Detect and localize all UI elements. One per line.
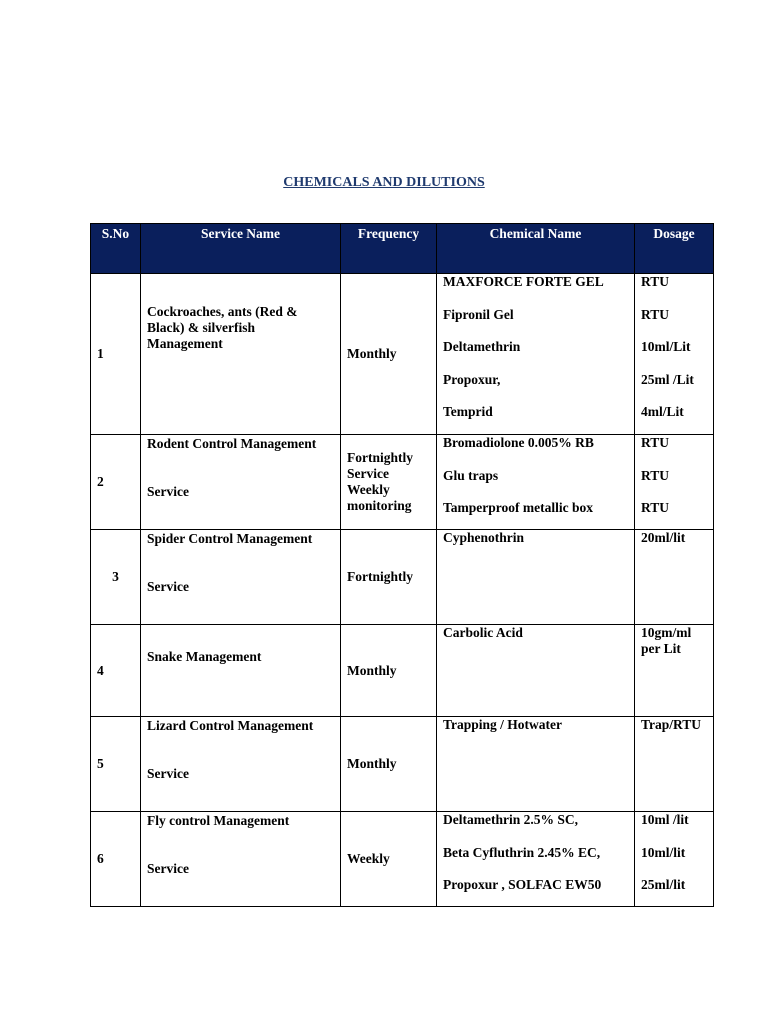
dosage-item: RTU: [641, 435, 670, 450]
chemical-item: Bromadiolone 0.005% RB: [443, 435, 594, 450]
chemical-item: Propoxur,: [443, 371, 501, 387]
row-frequency: Monthly: [341, 717, 437, 812]
chemical-item: Propoxur , SOLFAC EW50: [443, 877, 602, 892]
row-dosage: [635, 435, 714, 530]
dosage-item: RTU: [641, 306, 670, 322]
row-sno: 4: [91, 625, 141, 717]
dosage-item: Trap/RTU: [641, 717, 702, 732]
dosage-item: 20ml/lit: [641, 530, 686, 545]
service-subtext: Service: [147, 579, 189, 594]
header-dosage: Dosage: [635, 224, 714, 274]
dosage-item: RTU: [641, 467, 670, 483]
frequency-text: Monthly: [347, 663, 397, 678]
header-chemical-name: Chemical Name: [437, 224, 635, 274]
table-row: [91, 435, 714, 530]
row-chemical-name: [437, 435, 635, 530]
dosage-item: 25ml /Lit: [641, 371, 694, 387]
row-service-name: [141, 717, 341, 812]
row-dosage: [635, 274, 714, 435]
row-chemical-name: [437, 812, 635, 907]
row-chemical-name: [437, 625, 635, 717]
chemical-item: Beta Cyfluthrin 2.45% EC,: [443, 844, 601, 860]
row-sno: 5: [91, 717, 141, 812]
chemical-item: Cyphenothrin: [443, 530, 525, 545]
service-name-text: Spider Control Management: [147, 531, 313, 546]
table-row: [91, 530, 714, 625]
row-dosage: [635, 812, 714, 907]
chemical-item: Glu traps: [443, 467, 499, 483]
dosage-item: 10ml/Lit: [641, 339, 691, 354]
service-name-text: Lizard Control Management: [147, 718, 314, 733]
table-row: [91, 274, 714, 435]
frequency-text: Fortnightly Service Weekly monitoring: [347, 450, 413, 513]
chemical-item: Carbolic Acid: [443, 625, 523, 640]
dosage-item: RTU: [641, 500, 670, 515]
table-row: [91, 625, 714, 717]
chemical-item: Tamperproof metallic box: [443, 500, 593, 515]
row-service-name: [141, 812, 341, 907]
chemical-item: Deltamethrin: [443, 339, 521, 354]
row-sno: 2: [91, 435, 141, 530]
row-dosage: [635, 625, 714, 717]
row-sno: 3: [91, 530, 141, 625]
row-frequency: Weekly: [341, 812, 437, 907]
service-name-text: Fly control Management: [147, 813, 290, 828]
row-dosage: [635, 530, 714, 625]
dosage-item: RTU: [641, 274, 670, 289]
row-chemical-name: [437, 530, 635, 625]
row-frequency: [341, 435, 437, 530]
dosage-item: 25ml/lit: [641, 877, 686, 892]
row-sno: 1: [91, 274, 141, 435]
dosage-item: 10ml/lit: [641, 844, 686, 860]
row-service-name: [141, 625, 341, 717]
row-frequency: Monthly: [341, 274, 437, 435]
dosage-item: 10ml /lit: [641, 812, 689, 827]
page-title: CHEMICALS AND DILUTIONS: [283, 175, 485, 190]
row-service-name: [141, 530, 341, 625]
chemical-item: Deltamethrin 2.5% SC,: [443, 812, 578, 827]
service-subtext: Service: [147, 861, 189, 876]
row-chemical-name: [437, 274, 635, 435]
table-header-row: [91, 224, 714, 274]
row-service-name: [141, 435, 341, 530]
service-name-text: Rodent Control Management: [147, 436, 317, 451]
row-frequency: [341, 625, 437, 717]
table-row: [91, 812, 714, 907]
dosage-item: 4ml/Lit: [641, 404, 684, 419]
chemical-item: Fipronil Gel: [443, 306, 514, 322]
service-name-text: Cockroaches, ants (Red & Black) & silverfish Management: [147, 304, 298, 351]
chemical-item: Trapping / Hotwater: [443, 717, 562, 732]
service-name-text: Snake Management: [147, 649, 262, 664]
chemical-item: Temprid: [443, 404, 493, 419]
service-subtext: Service: [147, 484, 189, 499]
header-sno: S.No: [91, 224, 141, 274]
table-row: [91, 717, 714, 812]
row-chemical-name: [437, 717, 635, 812]
chemicals-table: [90, 223, 714, 907]
row-service-name: [141, 274, 341, 435]
row-dosage: [635, 717, 714, 812]
dosage-item: 10gm/ml per Lit: [641, 625, 692, 656]
header-service-name: Service Name: [141, 224, 341, 274]
header-frequency: Frequency: [341, 224, 437, 274]
row-frequency: Fortnightly: [341, 530, 437, 625]
row-sno: 6: [91, 812, 141, 907]
service-subtext: Service: [147, 766, 189, 781]
chemical-item: MAXFORCE FORTE GEL: [443, 274, 604, 289]
